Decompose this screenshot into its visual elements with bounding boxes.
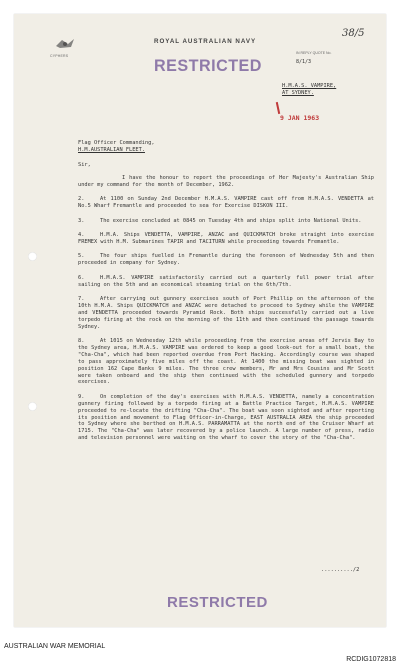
numbered-paragraph xyxy=(78,275,374,289)
paragraph-text: H.M.A. Ships VENDETTA, VAMPIRE, ANZAC and QUICKMATCH broke straight into exercise FREMEX with H.M. Submarines TAPIR and TACITURN while proceeding towards Fremantle. xyxy=(78,232,374,245)
crest-label: CYPHERS xyxy=(50,54,69,58)
paragraph-number: 9. xyxy=(78,393,85,400)
record-id: RCDIG1072818 xyxy=(346,656,396,663)
paragraph-list xyxy=(78,196,374,442)
paragraph-number: 6. xyxy=(78,274,85,281)
letterhead-title: ROYAL AUSTRALIAN NAVY xyxy=(154,38,257,45)
document-page xyxy=(14,14,386,627)
paragraph-number: 4. xyxy=(78,232,85,239)
date-stamp-mark xyxy=(276,102,280,114)
numbered-paragraph xyxy=(78,196,374,210)
paragraph-number: 2. xyxy=(78,196,85,203)
paragraph-text: At 1015 on Wednesday 12th while proceeding from the exercise areas off Jervis Bay to the Sydney area, H.M.A.S. VAMPIRE was ordered to keep a good look-out for a small boat, the "Cha-Cha", which had been reported overdue from Port Hacking. Accordingly course was shaped to pass approximately five miles off the coast. At 1400 the missing boat was sighted in position 162 Cape Banks 9 miles. The three crew members, Mr and Mrs Cousins and Mr Scott were taken onboard and the ship then continued with the scheduled gunnery and torpedo exercises. xyxy=(78,338,374,386)
numbered-paragraph xyxy=(78,296,374,331)
paragraph-text: The exercise concluded at 0845 on Tuesday 4th and ships split into National Units. xyxy=(100,217,362,224)
navy-crest-icon xyxy=(54,36,76,52)
intro-text: I have the honour to report the proceedings of Her Majesty's Australian Ship under my command for the month of December, 1962. xyxy=(78,175,374,188)
paragraph-text: After carrying out gunnery exercises south of Port Phillip on the afternoon of the 10th H.M.A. Ships QUICKMATCH and ANZAC were detached to proceed to Sydney while the VAMPIRE and VENDETTA proceeded towards Pyramid Rock. Both ships successfully carried out a live torpedo firing at the rock on the morning of the 11th and then continued the passage towards Sydney. xyxy=(78,295,374,330)
numbered-paragraph xyxy=(78,394,374,442)
salutation: Sir, xyxy=(78,162,91,168)
restricted-stamp-top: RESTRICTED xyxy=(154,56,262,75)
intro-paragraph xyxy=(78,175,374,189)
continuation-marker: ........../2 xyxy=(321,567,360,573)
numbered-paragraph xyxy=(78,218,374,225)
paragraph-number: 3. xyxy=(78,217,85,224)
ship-location: AT SYDNEY. xyxy=(282,90,314,96)
paragraph-text: On completion of the day's exercises with H.M.A.S. VENDETTA, namely a concentration gunnery firing followed by a torpedo firing at a Battle Practice Target, H.M.A.S. VAMPIRE proceeded to re-locate the drifting "Cha-Cha". The boat was soon sighted and after reporting its position and movement to Flag Officer-in-Charge, EAST AUSTRALIA AREA the ship proceeded to Sydney where she berthed on H.M.A.S. PARRAMATTA at the north end of the Cruiser Wharf at 1715. The "Cha-Cha" was later recovered by a police launch. A large number of press, radio and television personnel were waiting on the wharf to cover the story of the "Cha-Cha". xyxy=(78,393,374,442)
reply-label: IN REPLY QUOTE No. xyxy=(296,51,332,55)
numbered-paragraph xyxy=(78,232,374,246)
date-stamp: 9 JAN 1963 xyxy=(280,114,320,122)
punch-hole xyxy=(28,402,37,411)
numbered-paragraph xyxy=(78,338,374,386)
letter-body xyxy=(78,175,374,450)
addressee-fleet: H.M.AUSTRALIAN FLEET. xyxy=(78,147,145,153)
paragraph-number: 7. xyxy=(78,295,85,302)
addressee-title: Flag Officer Commanding, xyxy=(78,140,155,146)
numbered-paragraph xyxy=(78,253,374,267)
handwritten-file-number: 38/5 xyxy=(342,28,365,39)
paragraph-text: At 1100 on Sunday 2nd December H.M.A.S. VAMPIRE cast off from H.M.A.S. VENDETTA at No.5 Wharf Fremantle and proceeded to sea for Exercise DISKON III. xyxy=(78,196,374,210)
paragraph-text: The four ships fuelled in Fremantle during the forenoon of Wednesday 5th and then proceeded in company for Sydney. xyxy=(78,253,374,267)
paragraph-text: H.M.A.S. VAMPIRE satisfactorily carried out a quarterly full power trial after sailing on the 5th and an economical steaming trial on the 6th/7th. xyxy=(78,274,374,288)
paragraph-number: 8. xyxy=(78,338,85,344)
addressee-block xyxy=(78,140,155,154)
punch-hole xyxy=(28,252,37,261)
minute-reference: 8/1/3 xyxy=(296,59,312,65)
paragraph-number: 5. xyxy=(78,253,85,260)
ship-name: H.M.A.S. VAMPIRE, xyxy=(282,83,337,89)
institution-credit: AUSTRALIAN WAR MEMORIAL xyxy=(4,643,106,650)
restricted-stamp-bottom: RESTRICTED xyxy=(167,594,268,611)
sender-address xyxy=(282,83,336,97)
